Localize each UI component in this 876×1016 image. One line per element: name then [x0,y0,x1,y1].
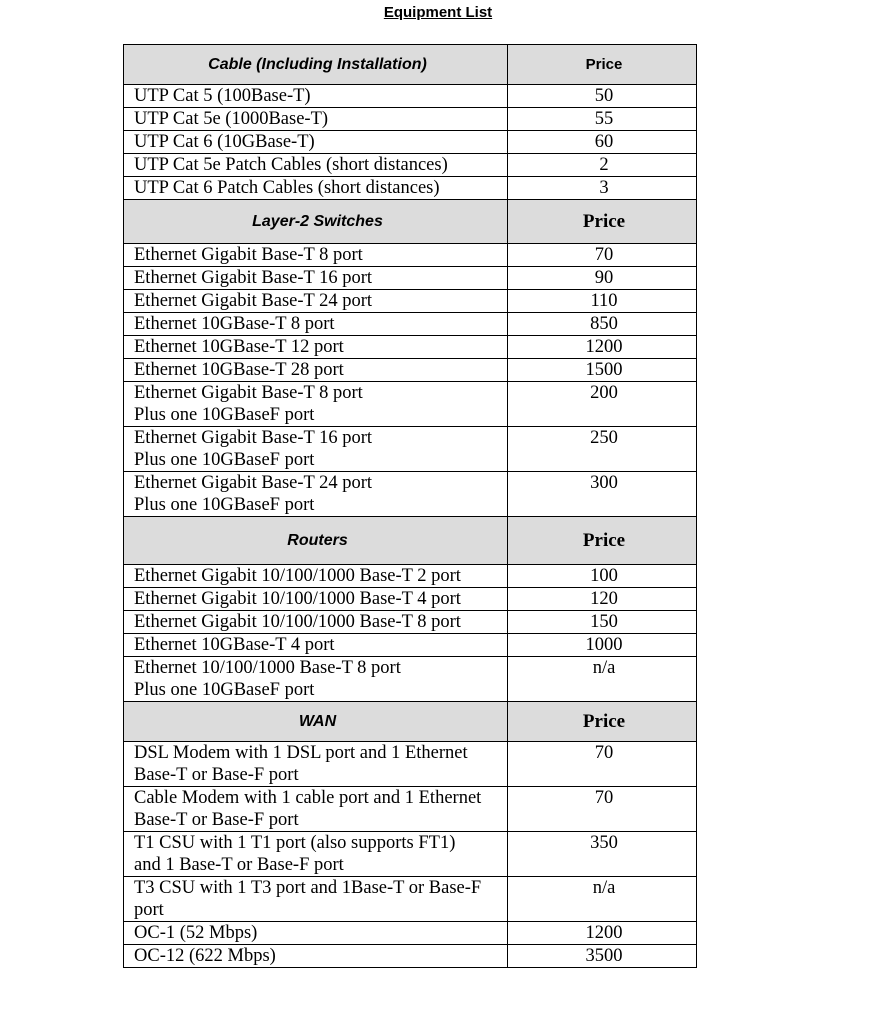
section-title: Layer-2 Switches [124,200,508,244]
table-row [124,427,697,472]
table-row [124,832,697,877]
item-name [124,922,508,945]
section-header-row [124,45,697,85]
price-column-header: Price [508,200,697,244]
item-name-line: UTP Cat 5e Patch Cables (short distances) [134,155,448,175]
item-price: n/a [508,877,697,922]
table-row [124,154,697,177]
item-name [124,657,508,702]
section-title: WAN [124,702,508,742]
item-name-line: Plus one 10GBaseF port [134,405,315,425]
table-row [124,382,697,427]
item-name-line: T1 CSU with 1 T1 port (also supports FT1) [134,833,456,853]
section-header-row [124,200,697,244]
item-name-line: T3 CSU with 1 T3 port and 1Base-T or Base-F [134,878,482,898]
table-row [124,787,697,832]
price-column-header: Price [508,45,697,85]
item-price: 100 [508,565,697,588]
item-price: 250 [508,427,697,472]
table-row [124,472,697,517]
table-row [124,290,697,313]
table-row [124,922,697,945]
item-name [124,244,508,267]
item-name [124,634,508,657]
item-name [124,313,508,336]
table-row [124,634,697,657]
item-price: 90 [508,267,697,290]
table-row [124,877,697,922]
item-price: 850 [508,313,697,336]
table-row [124,267,697,290]
item-name-line: and 1 Base-T or Base-F port [134,855,344,875]
page-title: Equipment List [383,4,493,21]
item-name-line: port [134,900,164,920]
item-price: 50 [508,85,697,108]
item-price: 70 [508,244,697,267]
item-price: 1200 [508,922,697,945]
section-title: Routers [124,517,508,565]
item-price: 70 [508,787,697,832]
item-name-line: Ethernet Gigabit 10/100/1000 Base-T 4 port [134,589,461,609]
item-name-line: Base-T or Base-F port [134,810,299,830]
table-row [124,945,697,968]
item-name-line: Plus one 10GBaseF port [134,680,315,700]
item-name-line: Cable Modem with 1 cable port and 1 Ethernet [134,788,482,808]
item-name [124,131,508,154]
table-row [124,313,697,336]
item-name [124,336,508,359]
item-name-line: UTP Cat 6 Patch Cables (short distances) [134,178,440,198]
item-name [124,108,508,131]
item-name-line: Ethernet 10GBase-T 4 port [134,635,335,655]
item-name [124,177,508,200]
item-name-line: OC-12 (622 Mbps) [134,946,276,966]
table-row [124,657,697,702]
item-price: 3 [508,177,697,200]
item-name-line: Plus one 10GBaseF port [134,495,315,515]
item-price: 110 [508,290,697,313]
item-price: 200 [508,382,697,427]
item-name [124,611,508,634]
equipment-table [123,44,697,968]
item-name [124,359,508,382]
item-name [124,382,508,427]
item-name [124,588,508,611]
item-name-line: Base-T or Base-F port [134,765,299,785]
item-name [124,832,508,877]
item-name [124,877,508,922]
item-name-line: Ethernet Gigabit Base-T 8 port [134,383,363,403]
item-price: 3500 [508,945,697,968]
item-name-line: Ethernet 10GBase-T 12 port [134,337,344,357]
item-name [124,267,508,290]
table-row [124,108,697,131]
item-name [124,154,508,177]
item-name [124,472,508,517]
item-price: 300 [508,472,697,517]
item-name [124,742,508,787]
table-row [124,359,697,382]
item-price: 150 [508,611,697,634]
item-name-line: Plus one 10GBaseF port [134,450,315,470]
item-name-line: Ethernet Gigabit 10/100/1000 Base-T 2 port [134,566,461,586]
item-price: 120 [508,588,697,611]
item-name-line: Ethernet 10/100/1000 Base-T 8 port [134,658,401,678]
price-column-header: Price [508,702,697,742]
section-header-row [124,702,697,742]
table-row [124,131,697,154]
item-name-line: Ethernet Gigabit Base-T 24 port [134,291,373,311]
table-row [124,336,697,359]
item-price: 350 [508,832,697,877]
item-name [124,427,508,472]
item-name-line: Ethernet Gigabit 10/100/1000 Base-T 8 port [134,612,461,632]
item-price: 60 [508,131,697,154]
item-name [124,85,508,108]
item-name-line: OC-1 (52 Mbps) [134,923,258,943]
table-row [124,244,697,267]
table-row [124,611,697,634]
table-row [124,85,697,108]
table-row [124,565,697,588]
item-name-line: Ethernet 10GBase-T 8 port [134,314,335,334]
item-price: 2 [508,154,697,177]
item-name-line: Ethernet 10GBase-T 28 port [134,360,344,380]
item-name-line: Ethernet Gigabit Base-T 16 port [134,268,373,288]
item-name [124,945,508,968]
item-name [124,565,508,588]
section-header-row [124,517,697,565]
table-row [124,742,697,787]
table-row [124,177,697,200]
section-title: Cable (Including Installation) [124,45,508,85]
item-name-line: UTP Cat 5e (1000Base-T) [134,109,329,129]
item-name-line: DSL Modem with 1 DSL port and 1 Ethernet [134,743,468,763]
item-name [124,290,508,313]
table-row [124,588,697,611]
price-column-header: Price [508,517,697,565]
item-price: 1000 [508,634,697,657]
item-name-line: Ethernet Gigabit Base-T 8 port [134,245,363,265]
item-name-line: UTP Cat 5 (100Base-T) [134,86,311,106]
item-name-line: Ethernet Gigabit Base-T 24 port [134,473,373,493]
item-price: 1200 [508,336,697,359]
item-price: n/a [508,657,697,702]
item-price: 1500 [508,359,697,382]
item-name [124,787,508,832]
item-name-line: UTP Cat 6 (10GBase-T) [134,132,315,152]
item-price: 70 [508,742,697,787]
item-name-line: Ethernet Gigabit Base-T 16 port [134,428,373,448]
item-price: 55 [508,108,697,131]
